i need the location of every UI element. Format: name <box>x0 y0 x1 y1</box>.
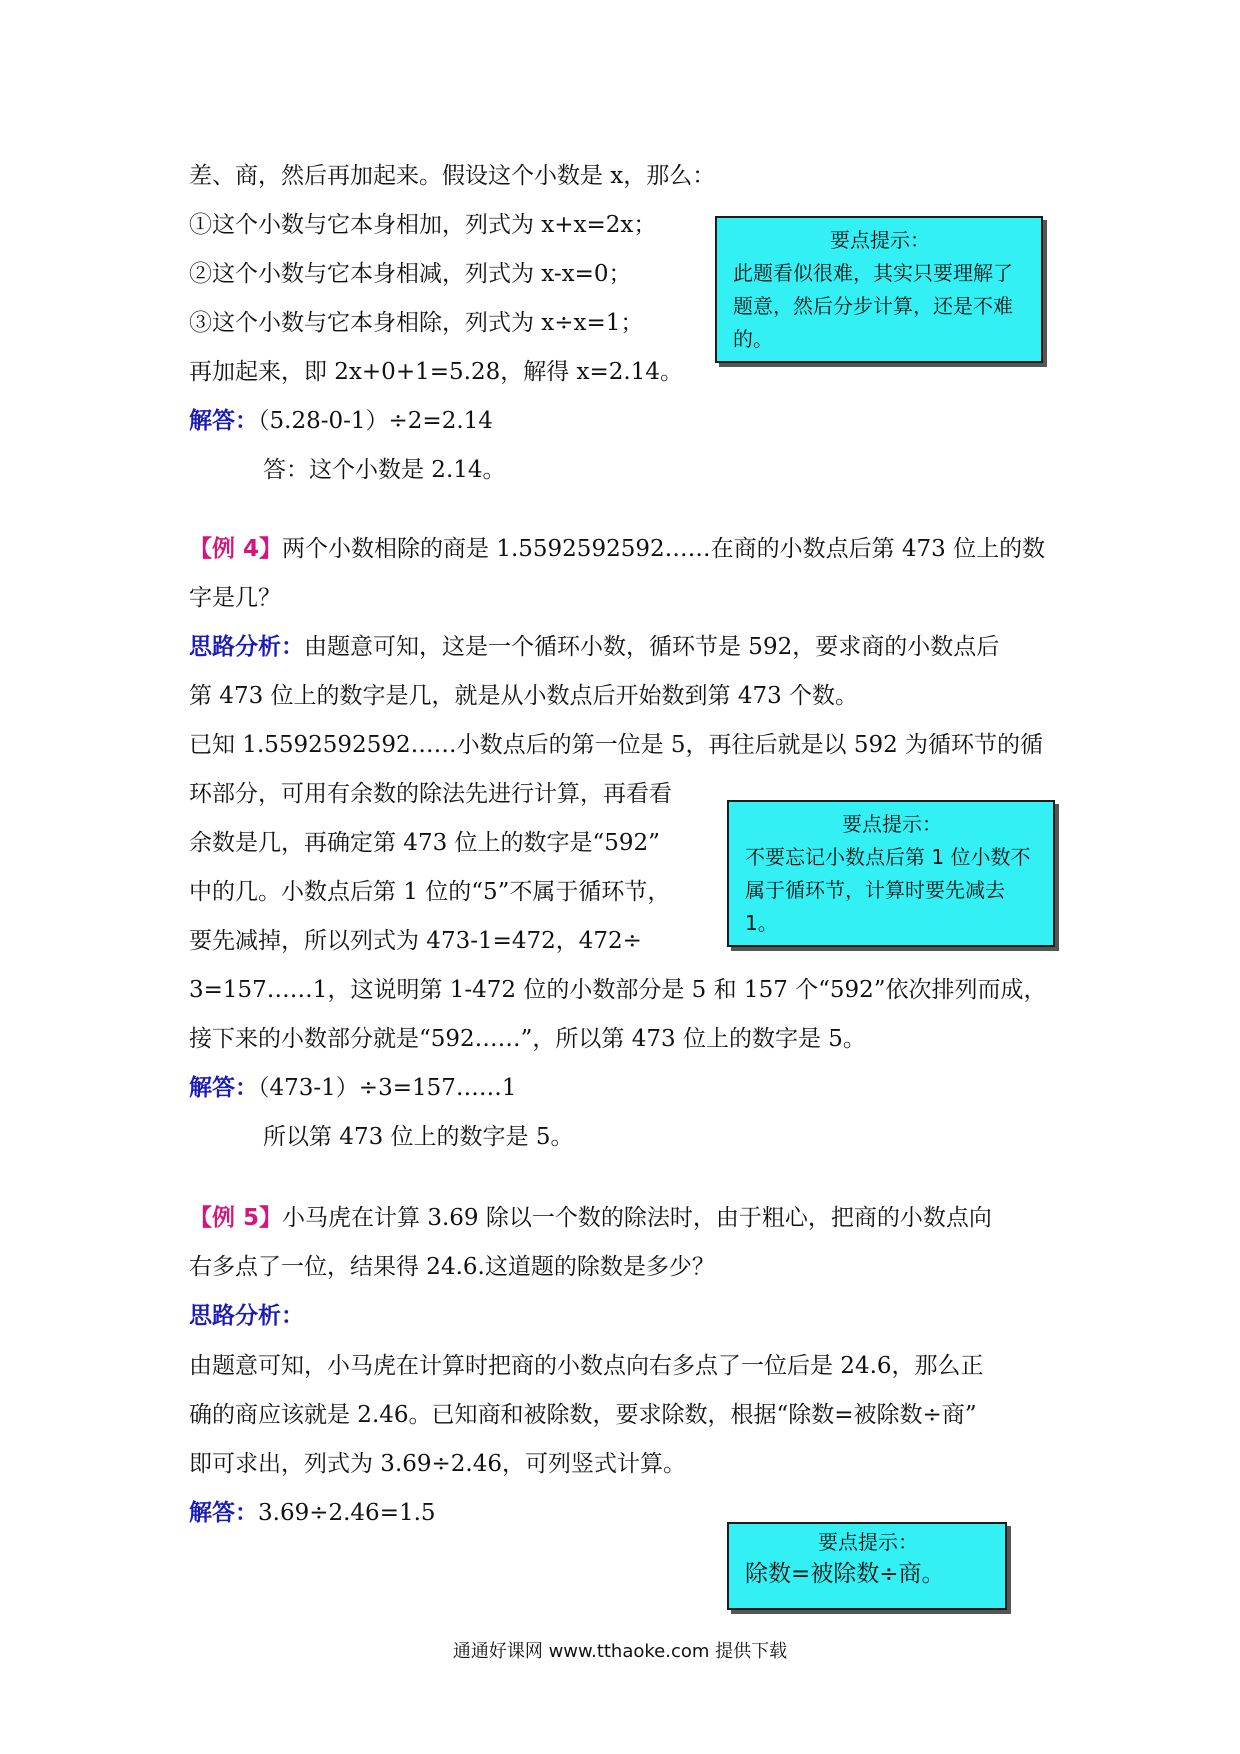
ex4-analysis-line-5: 余数是几，再确定第 473 位上的数字是“592” <box>189 830 660 856</box>
ex5-analysis-label <box>189 1300 304 1332</box>
answer-text: （473-1）÷3=157……1 <box>258 1075 517 1101</box>
question-text: 小马虎在计算 3.69 除以一个数的除法时，由于粗心，把商的小数点向 <box>282 1205 992 1231</box>
answer-text: （5.28-0-1）÷2=2.14 <box>258 408 493 434</box>
ex4-analysis-line-7: 要先减掉，所以列式为 473-1=472，472÷ <box>189 928 642 954</box>
ex5-analysis-line-1: 由题意可知，小马虎在计算时把商的小数点向右多点了一位后是 24.6，那么正 <box>189 1353 984 1379</box>
ex4-analysis-line-3: 已知 1.5592592592……小数点后的第一位是 5，再往后就是以 592 为循环节的循 <box>189 732 1044 758</box>
tip-title: 要点提示： <box>818 1530 918 1554</box>
ex5-analysis-line-3: 即可求出，列式为 3.69÷2.46，可列竖式计算。 <box>189 1451 687 1477</box>
ex5-question-line-2: 右多点了一位，结果得 24.6.这道题的除数是多少？ <box>189 1254 715 1280</box>
tip-body: 除数=被除数÷商。 <box>745 1561 945 1587</box>
tip-body: 此题看似很难，其实只要理解了题意，然后分步计算，还是不难的。 <box>733 261 1013 351</box>
ex4-analysis-line-6: 中的几。小数点后第 1 位的“5”不属于循环节， <box>189 879 671 905</box>
page-footer: 通通好课网 www.tthaoke.com 提供下载 <box>452 1641 788 1662</box>
analysis-label: 思路分析： <box>189 634 304 660</box>
ex5-question-line-1 <box>189 1202 992 1234</box>
ex5-answer <box>189 1497 436 1529</box>
ex3-answer <box>189 405 493 437</box>
question-text: 两个小数相除的商是 1.5592592592……在商的小数点后第 473 位上的数 <box>282 536 1046 562</box>
ex4-question-line-1 <box>189 533 1045 565</box>
ex3-text-line-4: ③这个小数与它本身相除，列式为 x÷x=1； <box>189 310 644 336</box>
answer-label: 解答： <box>189 1075 258 1101</box>
analysis-label: 思路分析： <box>189 1303 304 1329</box>
ex3-answer-conclusion: 答：这个小数是 2.14。 <box>263 457 506 483</box>
tip-title: 要点提示： <box>830 228 930 252</box>
ex5-tip-box <box>727 1522 1007 1610</box>
ex3-text-line-1: 差、商，然后再加起来。假设这个小数是 x，那么： <box>189 163 716 189</box>
ex4-analysis-line-2: 第 473 位上的数字是几，就是从小数点后开始数到第 473 个数。 <box>189 683 859 709</box>
ex4-analysis-line-1 <box>189 631 999 663</box>
ex4-analysis-line-9: 接下来的小数部分就是“592……”，所以第 473 位上的数字是 5。 <box>189 1026 866 1052</box>
ex4-tip-box <box>727 800 1055 947</box>
ex4-answer-conclusion: 所以第 473 位上的数字是 5。 <box>263 1124 574 1150</box>
answer-label: 解答： <box>189 408 258 434</box>
tip-body: 不要忘记小数点后第 1 位小数不属于循环节，计算时要先减去 1。 <box>745 845 1031 935</box>
example-tag: 【例 5】 <box>189 1205 283 1231</box>
example-tag: 【例 4】 <box>189 536 283 562</box>
ex3-tip-box <box>715 216 1043 363</box>
answer-label: 解答： <box>189 1500 258 1526</box>
ex4-analysis-line-4: 环部分，可用有余数的除法先进行计算，再看看 <box>189 781 672 807</box>
ex3-text-line-3: ②这个小数与它本身相减，列式为 x-x=0； <box>189 261 632 287</box>
tip-title: 要点提示： <box>842 812 942 836</box>
ex4-answer <box>189 1072 517 1104</box>
ex4-question-line-2: 字是几？ <box>189 585 281 611</box>
ex5-analysis-line-2: 确的商应该就是 2.46。已知商和被除数，要求除数，根据“除数=被除数÷商” <box>189 1402 977 1428</box>
answer-text: 3.69÷2.46=1.5 <box>258 1500 436 1526</box>
ex4-analysis-line-8: 3=157……1，这说明第 1-472 位的小数部分是 5 和 157 个“592”依次排列而成， <box>189 977 1047 1003</box>
ex3-text-line-5: 再加起来，即 2x+0+1=5.28，解得 x=2.14。 <box>189 359 683 385</box>
ex3-text-line-2: ①这个小数与它本身相加，列式为 x+x=2x； <box>189 212 657 238</box>
analysis-text: 由题意可知，这是一个循环小数，循环节是 592，要求商的小数点后 <box>304 634 1000 660</box>
